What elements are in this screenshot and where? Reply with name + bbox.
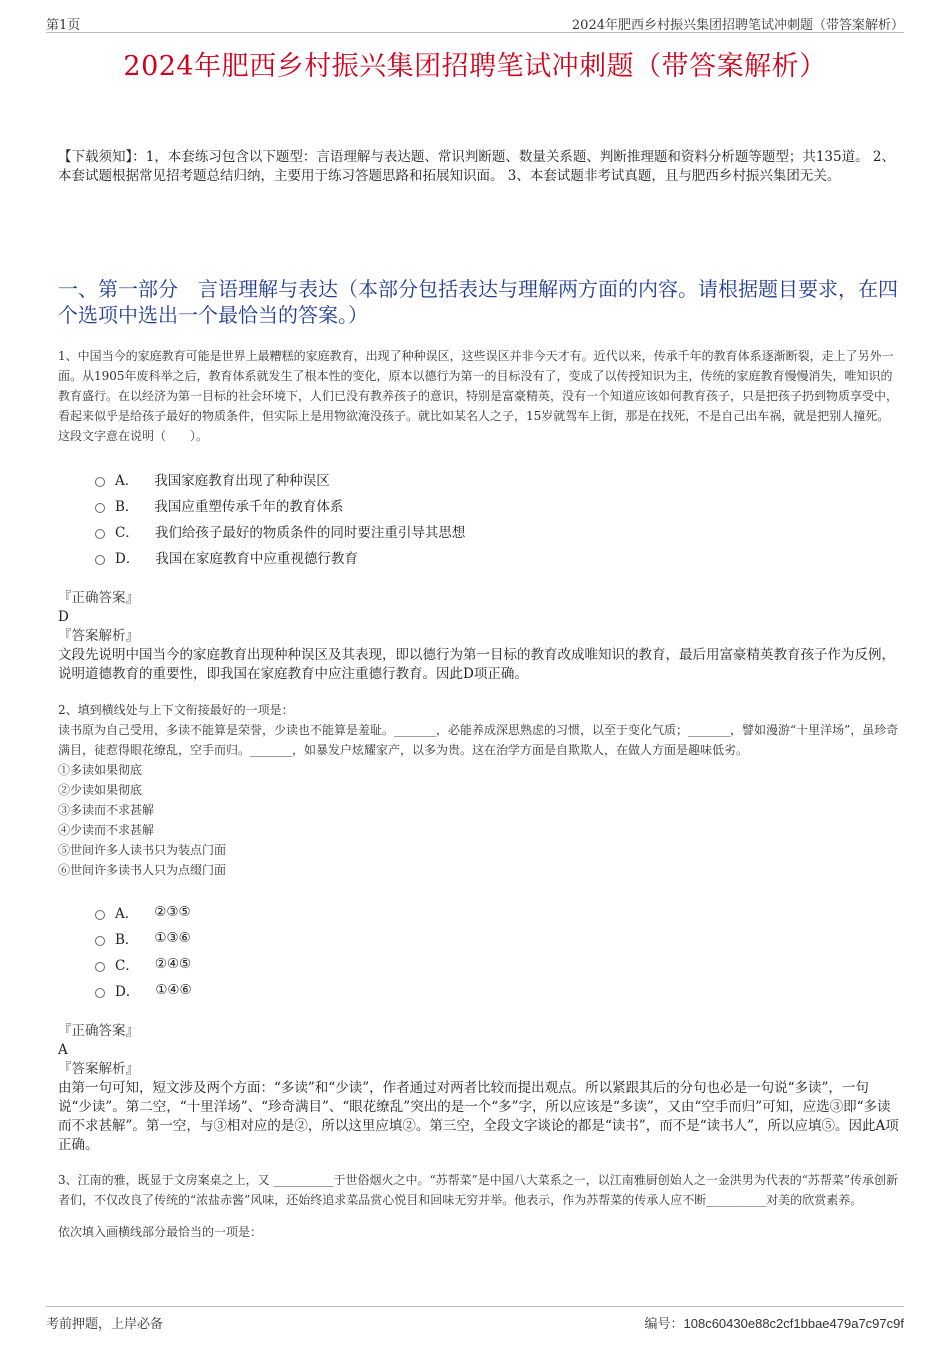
analysis-text: 由第一句可知，短文涉及两个方面：“多读”和“少读”，作者通过对两者比较而提出观点。所以紧跟其后的分句也必是一句说“多读”，一句说“少读”。第二空，“十里洋场”、“珍奇满目”、“眼花缭乱”突出的是一个“多”字，所以应该是“多读”，又由“空手而归”可知，应选③即“多读而不求甚解”。第一空，与③相对应的是②，所以这里应填②。第三空，全段文字谈论的都是“读书”，而不是“读书人”，所以应填⑤。因此A项正确。 [58, 1080, 899, 1153]
option-text: ①④⑥ [155, 982, 192, 998]
q1-option-b[interactable] [95, 492, 465, 518]
q2-item: ②少读如果彻底 [58, 783, 143, 797]
radio-icon[interactable] [95, 936, 105, 946]
footer-code-value: 108c60430e88c2cf1bbae479a7c97c9f [683, 1316, 904, 1331]
question-1 [58, 346, 900, 446]
option-letter: B． [115, 932, 139, 948]
q1-option-d[interactable] [95, 544, 465, 570]
question-2-answer [58, 1022, 900, 1155]
question-1-options [95, 466, 465, 570]
q2-item: ④少读而不求甚解 [58, 823, 155, 837]
radio-icon[interactable] [95, 477, 105, 487]
question-3-prompt: 依次填入画横线部分最恰当的一项是： [58, 1225, 263, 1239]
page-number: 第1页 [46, 18, 81, 33]
footer-code [645, 1313, 905, 1332]
download-notice: 【下载须知】：1，本套练习包含以下题型：言语理解与表达题、常识判断题、数量关系题、判断推理题和资料分析题等题型；共135道。 2、本套试题根据常见招考题总结归纳，主要用于练习答题思路和拓展知识面。 3、本套试题非考试真题，且与肥西乡村振兴集团无关。 [58, 149, 895, 184]
option-text: 我国应重塑传承千年的教育体系 [154, 499, 344, 515]
q1-option-a[interactable] [95, 466, 465, 492]
radio-icon[interactable] [95, 910, 105, 920]
q2-item: ⑤世间许多人读书只为装点门面 [58, 843, 227, 857]
analysis-text: 文段先说明中国当今的家庭教育出现种种误区及其表现，即以德行为第一目标的教育改成唯知识的教育，最后用富豪精英教育孩子作为反例，说明道德教育的重要性，即我国在家庭教育中应注重德行教育。因此D项正确。 [58, 647, 895, 682]
answer-value: D [58, 609, 69, 625]
option-text: ②③⑤ [154, 904, 191, 920]
analysis-label: 『答案解析』 [58, 1061, 139, 1077]
footer-slogan: 考前押题，上岸必备 [46, 1317, 164, 1332]
option-letter: D． [115, 551, 140, 567]
q1-option-c[interactable] [95, 518, 465, 544]
option-letter: D． [115, 984, 140, 1000]
radio-icon[interactable] [95, 962, 105, 972]
analysis-label: 『答案解析』 [58, 628, 139, 644]
option-letter: C． [115, 525, 139, 541]
document-title: 2024年肥西乡村振兴集团招聘笔试冲刺题（带答案解析） [123, 51, 827, 82]
answer-label: 『正确答案』 [58, 1023, 139, 1039]
q2-item: ③多读而不求甚解 [58, 803, 155, 817]
radio-icon[interactable] [95, 988, 105, 998]
page-header [46, 12, 904, 33]
answer-label: 『正确答案』 [58, 590, 139, 606]
question-1-prompt: 这段文字意在说明（ ）。 [58, 429, 209, 443]
question-2 [58, 700, 900, 880]
option-letter: A． [115, 473, 139, 489]
answer-value: A [58, 1042, 68, 1058]
option-text: 我们给孩子最好的物质条件的同时要注重引导其思想 [154, 525, 466, 541]
page-footer [46, 1306, 904, 1331]
question-1-answer [58, 589, 900, 684]
option-letter: A． [115, 906, 139, 922]
question-2-passage: 读书原为自己受用，多读不能算是荣誉，少读也不能算是羞耻。_______，必能养成深思熟虑的习惯，以至于变化气质；_______，譬如漫游“十里洋场”，虽珍奇满目，徒惹得眼花缭乱，空手而归。_______，如暴发户炫耀家产，以多为贵。这在治学方面是自欺欺人，在做人方面是趣味低劣。 [58, 723, 899, 757]
option-text: ①③⑥ [154, 930, 191, 946]
radio-icon[interactable] [95, 503, 105, 513]
option-letter: B． [115, 499, 139, 515]
q2-item: ⑥世间许多读书人只为点缀门面 [58, 863, 227, 877]
radio-icon[interactable] [95, 529, 105, 539]
question-2-options [95, 899, 192, 1003]
question-3 [58, 1170, 900, 1242]
question-1-stem: 1、中国当今的家庭教育可能是世界上最糟糕的家庭教育，出现了种种误区，这些误区并非今天才有。近代以来，传承千年的教育体系逐渐断裂，走上了另外一面。从1905年废科举之后，教育体系就发生了根本性的变化，原本以德行为第一的目标没有了，变成了以传授知识为主，传统的家庭教育慢慢消失，唯知识的教育盛行。在以经济为第一目标的社会环境下，人们已没有教养孩子的意识，特别是富豪精英，没有一个知道应该如何教育孩子，只是把孩子扔到物质享受中，看起来似乎是给孩子最好的物质条件，但实际上是用物欲淹没孩子。就比如某名人之子，15岁就驾车上街，那是在找死，不是自己出车祸，就是把别人撞死。 [58, 349, 899, 423]
q2-item: ①多读如果彻底 [58, 763, 143, 777]
q2-option-c[interactable] [95, 951, 192, 977]
question-2-stem: 2、填到横线处与上下文衔接最好的一项是： [58, 703, 294, 717]
radio-icon[interactable] [95, 555, 105, 565]
question-3-stem: 3、江南的雅，既显于文房案桌之上，又 __________于世俗烟火之中。“苏帮菜”是中国八大菜系之一，以江南雅厨创始人之一金洪男为代表的“苏帮菜”传承创新者们，不仅改良了传统的“浓盐赤酱”风味，还始终追求菜品赏心悦目和回味无穷并举。他表示，作为苏帮菜的传承人应不断__________对美的欣赏素养。 [58, 1173, 898, 1207]
footer-code-label: 编号： [644, 1317, 684, 1332]
header-doc-title: 2024年肥西乡村振兴集团招聘笔试冲刺题（带答案解析） [571, 18, 904, 33]
option-text: ②④⑤ [154, 956, 192, 972]
q2-option-a[interactable] [95, 899, 192, 925]
option-letter: C． [115, 958, 139, 974]
option-text: 我国家庭教育出现了种种误区 [154, 473, 330, 489]
q2-option-d[interactable] [95, 977, 192, 1003]
q2-option-b[interactable] [95, 925, 192, 951]
option-text: 我国在家庭教育中应重视德行教育 [155, 551, 358, 567]
section-title: 一、第一部分 言语理解与表达（本部分包括表达与理解两方面的内容。请根据题目要求，在四个选项中选出一个最恰当的答案。） [58, 277, 898, 327]
